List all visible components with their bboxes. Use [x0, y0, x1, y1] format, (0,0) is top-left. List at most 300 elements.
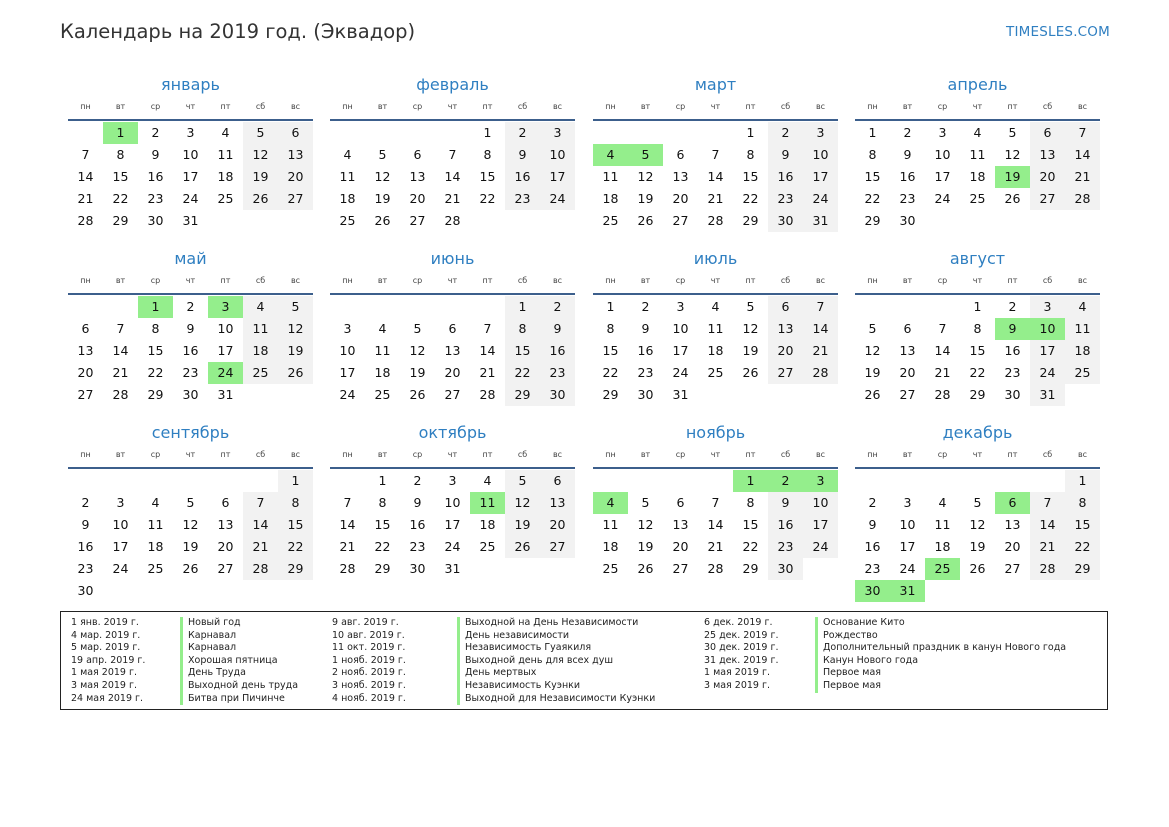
weekday-label: вс: [1077, 102, 1088, 111]
holiday-day-cell: 31: [890, 580, 925, 602]
weekday-label: ср: [150, 102, 161, 111]
month-name: декабрь: [942, 423, 1013, 442]
weekday-label: сб: [780, 450, 791, 459]
day-cell: 27: [1030, 188, 1065, 210]
day-cell: 16: [409, 517, 426, 532]
holiday-day-cell: 25: [925, 558, 960, 580]
holiday-date: 11 окт. 2019 г.: [332, 642, 406, 654]
weekday-label: пн: [605, 276, 616, 285]
day-cell: 17: [934, 169, 951, 184]
day-cell: 24: [803, 188, 838, 210]
empty-cell: [138, 470, 173, 492]
day-cell: 5: [973, 495, 982, 510]
weekday-header: [330, 449, 575, 469]
day-cell: 29: [147, 387, 164, 402]
day-cell: 18: [1065, 340, 1100, 362]
day-cell: 8: [746, 495, 755, 510]
weekday-label: вт: [377, 102, 388, 111]
day-grid: [68, 122, 313, 232]
day-cell: 16: [505, 166, 540, 188]
empty-cell: [103, 296, 138, 318]
day-cell: 23: [864, 561, 881, 576]
day-cell: 6: [676, 495, 685, 510]
weekday-label: чт: [185, 276, 196, 285]
day-cell: 14: [1030, 514, 1065, 536]
weekday-header: [68, 101, 313, 121]
day-cell: 25: [479, 539, 496, 554]
holiday-name: Выходной для Независимости Куэнки: [465, 692, 656, 704]
day-cell: 14: [243, 514, 278, 536]
day-cell: 25: [707, 365, 724, 380]
day-grid: [593, 470, 838, 580]
month-6: [330, 249, 575, 406]
holiday-date: 1 мая 2019 г.: [71, 667, 137, 679]
holiday-date: 19 апр. 2019 г.: [71, 654, 146, 666]
day-cell: 13: [444, 343, 461, 358]
day-cell: 27: [77, 387, 94, 402]
day-cell: 30: [409, 561, 426, 576]
day-cell: 7: [483, 321, 492, 336]
day-cell: 22: [505, 362, 540, 384]
weekday-label: вт: [115, 276, 126, 285]
day-cell: 25: [374, 387, 391, 402]
day-cell: 15: [112, 169, 129, 184]
holidays-list: [60, 611, 1108, 710]
day-cell: 12: [374, 169, 391, 184]
holiday-day-cell: 9: [995, 318, 1030, 340]
day-cell: 2: [413, 473, 422, 488]
day-cell: 21: [479, 365, 496, 380]
month-name: октябрь: [418, 423, 487, 442]
day-cell: 11: [969, 147, 986, 162]
day-cell: 10: [112, 517, 129, 532]
day-cell: 2: [641, 299, 650, 314]
weekday-header: [330, 275, 575, 295]
weekday-label: сб: [780, 102, 791, 111]
day-cell: 24: [934, 191, 951, 206]
day-cell: 16: [768, 166, 803, 188]
day-cell: 21: [444, 191, 461, 206]
day-cell: 13: [278, 144, 313, 166]
day-cell: 14: [1065, 144, 1100, 166]
day-cell: 16: [182, 343, 199, 358]
weekday-label: ср: [412, 276, 423, 285]
day-cell: 25: [602, 213, 619, 228]
empty-cell: [103, 470, 138, 492]
day-cell: 20: [768, 340, 803, 362]
day-cell: 10: [899, 517, 916, 532]
day-cell: 5: [1008, 125, 1017, 140]
day-cell: 4: [243, 296, 278, 318]
empty-cell: [855, 470, 890, 492]
day-cell: 14: [707, 517, 724, 532]
day-cell: 14: [479, 343, 496, 358]
day-cell: 5: [505, 470, 540, 492]
holiday-dates-column: [704, 617, 779, 693]
day-cell: 24: [803, 536, 838, 558]
day-cell: 28: [1030, 558, 1065, 580]
holiday-name: Независимость Гуаякиля: [465, 642, 592, 654]
holiday-day-cell: 11: [470, 492, 505, 514]
weekday-label: пт: [482, 276, 493, 285]
weekday-label: ср: [150, 450, 161, 459]
holiday-day-cell: 2: [768, 470, 803, 492]
page-title: Календарь на 2019 год. (Эквадор): [60, 20, 416, 43]
weekday-label: чт: [972, 102, 983, 111]
day-cell: 14: [444, 169, 461, 184]
day-cell: 17: [540, 166, 575, 188]
weekday-label: пт: [220, 450, 231, 459]
weekday-label: вт: [640, 102, 651, 111]
weekday-label: сб: [1042, 102, 1053, 111]
day-cell: 29: [742, 213, 759, 228]
empty-cell: [628, 122, 663, 144]
holiday-name: Первое мая: [823, 667, 881, 679]
day-cell: 6: [413, 147, 422, 162]
day-cell: 1: [606, 299, 615, 314]
holiday-name: Первое мая: [823, 679, 881, 691]
day-grid: [330, 122, 575, 232]
day-cell: 5: [186, 495, 195, 510]
holiday-date: 3 нояб. 2019 г.: [332, 679, 406, 691]
day-cell: 22: [602, 365, 619, 380]
day-cell: 8: [278, 492, 313, 514]
weekday-label: пн: [867, 276, 878, 285]
day-cell: 4: [221, 125, 230, 140]
day-cell: 18: [602, 191, 619, 206]
day-grid: [68, 296, 313, 406]
weekday-label: вс: [552, 102, 563, 111]
day-cell: 8: [505, 318, 540, 340]
day-cell: 12: [637, 169, 654, 184]
weekday-label: вс: [290, 276, 301, 285]
day-cell: 9: [186, 321, 195, 336]
holiday-date: 31 дек. 2019 г.: [704, 654, 779, 666]
day-cell: 28: [803, 362, 838, 384]
day-grid: [593, 296, 838, 406]
day-cell: 14: [707, 169, 724, 184]
day-cell: 28: [479, 387, 496, 402]
day-cell: 24: [339, 387, 356, 402]
day-cell: 2: [1008, 299, 1017, 314]
empty-cell: [925, 296, 960, 318]
day-cell: 15: [864, 169, 881, 184]
day-cell: 2: [903, 125, 912, 140]
weekday-label: вс: [552, 450, 563, 459]
weekday-label: вт: [377, 276, 388, 285]
weekday-header: [855, 275, 1100, 295]
day-cell: 22: [112, 191, 129, 206]
holiday-date: 1 мая 2019 г.: [704, 667, 770, 679]
day-cell: 8: [746, 147, 755, 162]
day-cell: 14: [934, 343, 951, 358]
day-cell: 18: [969, 169, 986, 184]
day-cell: 28: [444, 213, 461, 228]
weekday-label: чт: [972, 450, 983, 459]
day-cell: 13: [540, 492, 575, 514]
weekday-header: [593, 275, 838, 295]
day-cell: 24: [444, 539, 461, 554]
weekday-label: пт: [1007, 276, 1018, 285]
holiday-date: 25 дек. 2019 г.: [704, 629, 779, 641]
month-1: [68, 75, 313, 232]
empty-cell: [330, 122, 365, 144]
day-cell: 1: [973, 299, 982, 314]
empty-cell: [173, 470, 208, 492]
holiday-day-cell: 4: [593, 492, 628, 514]
day-cell: 6: [278, 122, 313, 144]
day-cell: 7: [711, 495, 720, 510]
day-cell: 17: [899, 539, 916, 554]
day-cell: 8: [973, 321, 982, 336]
weekday-label: пт: [220, 276, 231, 285]
empty-cell: [890, 470, 925, 492]
weekday-label: пн: [342, 450, 353, 459]
holiday-date: 2 нояб. 2019 г.: [332, 667, 406, 679]
day-cell: 13: [672, 169, 689, 184]
day-cell: 28: [112, 387, 129, 402]
day-cell: 12: [182, 517, 199, 532]
day-cell: 13: [768, 318, 803, 340]
day-cell: 21: [934, 365, 951, 380]
day-cell: 19: [864, 365, 881, 380]
weekday-label: пн: [867, 450, 878, 459]
day-cell: 12: [243, 144, 278, 166]
month-3: [593, 75, 838, 232]
empty-cell: [330, 470, 365, 492]
weekday-label: чт: [710, 450, 721, 459]
day-cell: 30: [899, 213, 916, 228]
day-cell: 28: [1065, 188, 1100, 210]
weekday-label: пт: [482, 102, 493, 111]
day-cell: 23: [182, 365, 199, 380]
day-cell: 23: [505, 188, 540, 210]
holiday-name: Независимость Куэнки: [465, 679, 581, 691]
day-cell: 17: [217, 343, 234, 358]
day-cell: 14: [339, 517, 356, 532]
day-cell: 24: [182, 191, 199, 206]
day-cell: 27: [540, 536, 575, 558]
empty-cell: [663, 470, 698, 492]
holiday-day-cell: 30: [855, 580, 890, 602]
day-cell: 31: [1030, 384, 1065, 406]
empty-cell: [208, 470, 243, 492]
empty-cell: [365, 296, 400, 318]
day-cell: 19: [637, 539, 654, 554]
day-cell: 6: [1030, 122, 1065, 144]
weekday-label: сб: [517, 102, 528, 111]
day-cell: 18: [243, 340, 278, 362]
day-cell: 19: [374, 191, 391, 206]
day-cell: 26: [742, 365, 759, 380]
day-cell: 20: [1004, 539, 1021, 554]
day-cell: 7: [116, 321, 125, 336]
day-cell: 3: [343, 321, 352, 336]
day-cell: 10: [444, 495, 461, 510]
empty-cell: [890, 296, 925, 318]
brand-link[interactable]: TIMESLES.COM: [1006, 24, 1110, 40]
day-cell: 2: [505, 122, 540, 144]
weekday-header: [593, 449, 838, 469]
weekday-label: чт: [710, 276, 721, 285]
holiday-name: Карнавал: [188, 629, 237, 641]
holiday-date: 9 авг. 2019 г.: [332, 617, 399, 628]
day-cell: 5: [641, 495, 650, 510]
day-grid: [593, 122, 838, 232]
day-cell: 6: [448, 321, 457, 336]
day-cell: 27: [672, 213, 689, 228]
day-cell: 11: [602, 169, 619, 184]
day-cell: 22: [147, 365, 164, 380]
day-cell: 18: [339, 191, 356, 206]
month-name: январь: [161, 75, 220, 94]
day-cell: 25: [969, 191, 986, 206]
day-cell: 8: [378, 495, 387, 510]
day-cell: 10: [672, 321, 689, 336]
day-cell: 9: [505, 144, 540, 166]
day-cell: 20: [540, 514, 575, 536]
day-cell: 28: [934, 387, 951, 402]
weekday-label: сб: [255, 276, 266, 285]
day-cell: 30: [768, 210, 803, 232]
day-cell: 7: [81, 147, 90, 162]
weekday-label: вс: [290, 450, 301, 459]
day-cell: 31: [803, 210, 838, 232]
holiday-name: Основание Кито: [823, 617, 905, 628]
day-cell: 3: [448, 473, 457, 488]
day-cell: 23: [768, 188, 803, 210]
day-cell: 24: [899, 561, 916, 576]
weekday-label: ср: [412, 102, 423, 111]
day-cell: 25: [217, 191, 234, 206]
day-cell: 12: [505, 492, 540, 514]
day-cell: 22: [479, 191, 496, 206]
day-cell: 3: [116, 495, 125, 510]
day-cell: 30: [147, 213, 164, 228]
day-cell: 23: [768, 536, 803, 558]
month-8: [855, 249, 1100, 406]
holiday-date: 1 нояб. 2019 г.: [332, 654, 406, 666]
day-cell: 6: [676, 147, 685, 162]
day-cell: 2: [186, 299, 195, 314]
day-cell: 10: [934, 147, 951, 162]
day-cell: 29: [505, 384, 540, 406]
holiday-name: Выходной день для всех душ: [465, 654, 614, 666]
day-cell: 8: [116, 147, 125, 162]
day-cell: 17: [672, 343, 689, 358]
day-cell: 26: [637, 213, 654, 228]
day-cell: 14: [112, 343, 129, 358]
holiday-name: Дополнительный праздник в канун Нового года: [823, 642, 1067, 654]
day-cell: 26: [505, 536, 540, 558]
day-cell: 9: [151, 147, 160, 162]
day-cell: 21: [707, 191, 724, 206]
day-cell: 19: [278, 340, 313, 362]
day-cell: 9: [768, 492, 803, 514]
day-cell: 20: [899, 365, 916, 380]
weekday-label: пт: [745, 450, 756, 459]
day-cell: 9: [413, 495, 422, 510]
day-cell: 9: [540, 318, 575, 340]
holiday-day-cell: 4: [593, 144, 628, 166]
weekday-label: вт: [115, 450, 126, 459]
day-cell: 30: [637, 387, 654, 402]
empty-cell: [470, 296, 505, 318]
day-cell: 25: [339, 213, 356, 228]
day-cell: 16: [147, 169, 164, 184]
day-cell: 23: [147, 191, 164, 206]
day-cell: 7: [711, 147, 720, 162]
weekday-label: вс: [1077, 276, 1088, 285]
day-cell: 11: [707, 321, 724, 336]
day-cell: 3: [938, 125, 947, 140]
day-cell: 29: [864, 213, 881, 228]
holiday-name: Рождество: [823, 629, 878, 641]
day-cell: 26: [637, 561, 654, 576]
day-cell: 30: [540, 384, 575, 406]
weekday-label: пн: [605, 102, 616, 111]
day-cell: 10: [182, 147, 199, 162]
day-cell: 7: [448, 147, 457, 162]
day-cell: 10: [339, 343, 356, 358]
day-cell: 11: [374, 343, 391, 358]
month-7: [593, 249, 838, 406]
day-cell: 11: [147, 517, 164, 532]
month-name: август: [949, 249, 1006, 268]
day-cell: 10: [217, 321, 234, 336]
day-cell: 12: [278, 318, 313, 340]
holiday-name: Канун Нового года: [823, 654, 919, 666]
empty-cell: [593, 470, 628, 492]
day-cell: 1: [746, 125, 755, 140]
day-cell: 22: [1065, 536, 1100, 558]
day-cell: 23: [409, 539, 426, 554]
holiday-name: День независимости: [465, 629, 570, 641]
day-cell: 22: [374, 539, 391, 554]
day-cell: 7: [938, 321, 947, 336]
day-cell: 8: [151, 321, 160, 336]
day-cell: 1: [868, 125, 877, 140]
weekday-label: чт: [447, 450, 458, 459]
holiday-day-cell: 5: [628, 144, 663, 166]
day-cell: 3: [186, 125, 195, 140]
day-cell: 7: [1030, 492, 1065, 514]
holiday-names-column: [180, 617, 298, 705]
day-cell: 29: [1065, 558, 1100, 580]
day-cell: 29: [742, 561, 759, 576]
day-cell: 1: [378, 473, 387, 488]
day-cell: 31: [444, 561, 461, 576]
day-cell: 4: [378, 321, 387, 336]
month-name: июнь: [430, 249, 475, 268]
month-name: февраль: [416, 75, 489, 94]
day-cell: 23: [899, 191, 916, 206]
weekday-label: ср: [937, 102, 948, 111]
day-cell: 8: [483, 147, 492, 162]
day-cell: 18: [217, 169, 234, 184]
day-cell: 7: [1065, 122, 1100, 144]
day-cell: 29: [602, 387, 619, 402]
day-grid: [330, 296, 575, 406]
day-cell: 21: [243, 536, 278, 558]
weekday-label: сб: [255, 450, 266, 459]
day-cell: 7: [803, 296, 838, 318]
day-cell: 20: [672, 191, 689, 206]
day-cell: 21: [112, 365, 129, 380]
holiday-date: 24 мая 2019 г.: [71, 692, 144, 704]
day-cell: 28: [707, 561, 724, 576]
day-cell: 22: [742, 539, 759, 554]
